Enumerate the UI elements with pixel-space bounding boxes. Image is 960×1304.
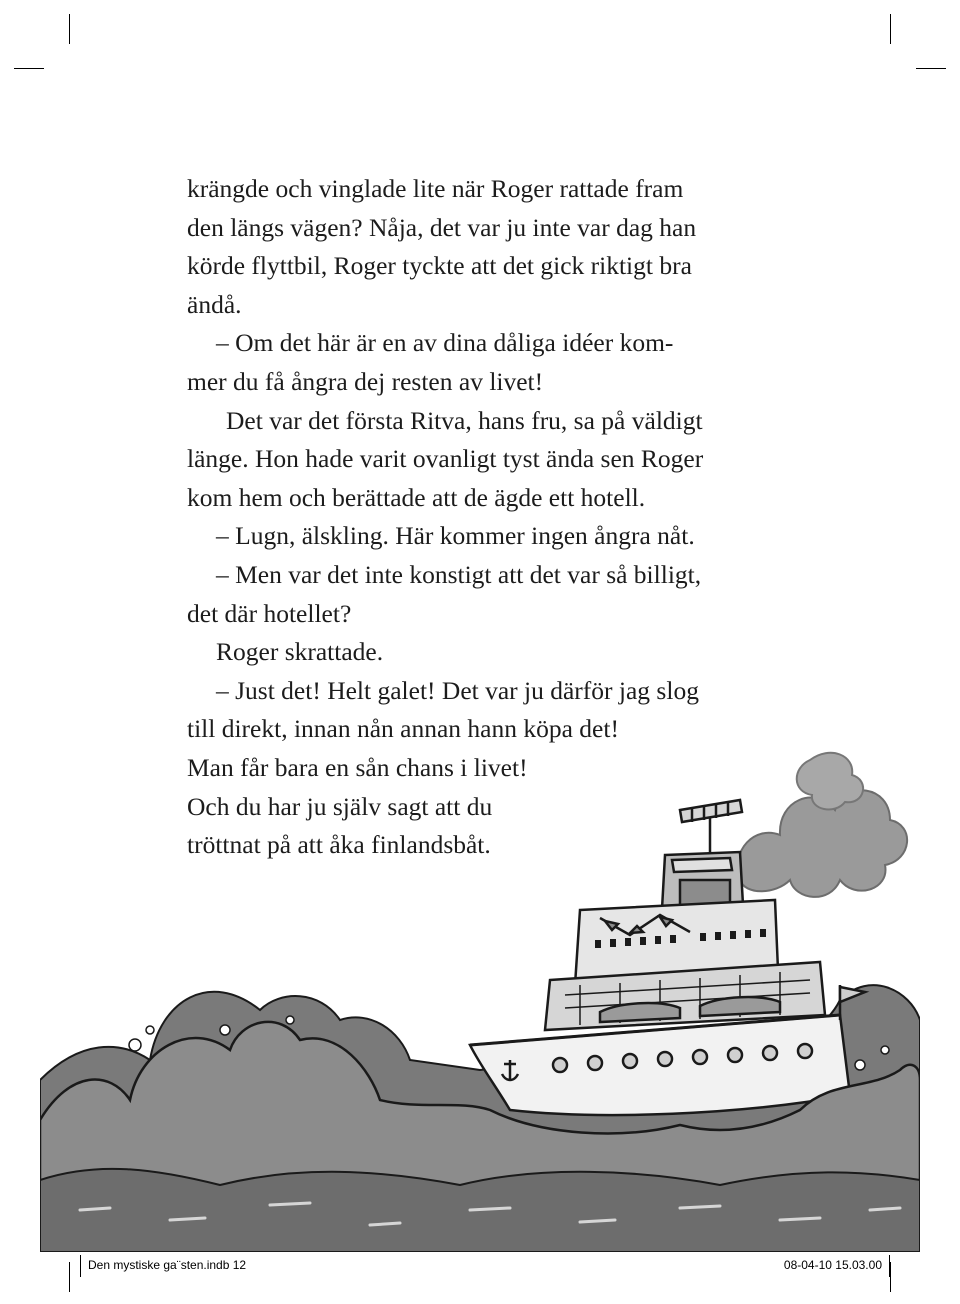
text-line: ändå. xyxy=(187,289,242,319)
text-line: – Lugn, älskling. Här kommer ingen ångra nåt. xyxy=(216,521,695,551)
text-line: mer du få ångra dej resten av livet! xyxy=(187,366,544,396)
smoke xyxy=(738,753,907,897)
slug-timestamp: 08-04-10 15.03.00 xyxy=(783,1258,882,1272)
text-line: – Just det! Helt galet! Det var ju därför jag slog xyxy=(216,675,699,705)
crop-mark-top-right-v xyxy=(890,14,891,44)
text-line: det där hotellet? xyxy=(187,598,352,628)
slug-filename: Den mystiske ga¨sten.indb 12 xyxy=(88,1258,247,1272)
text-line: till direkt, innan nån annan hann köpa det! xyxy=(187,714,619,744)
text-line: – Om det här är en av dina dåliga idéer kom- xyxy=(216,328,674,358)
text-line: kom hem och berättade att de ägde ett hotell. xyxy=(187,482,646,512)
text-line: – Men var det inte konstigt att det var så billigt, xyxy=(216,559,702,589)
text-line: Roger skrattade. xyxy=(216,637,384,667)
text-line: krängde och vinglade lite när Roger rattade fram xyxy=(187,174,684,203)
text-line: Det var det första Ritva, hans fru, sa på väldigt xyxy=(226,405,703,435)
crop-mark-top-left-v xyxy=(69,14,70,44)
ship-illustration xyxy=(40,740,920,1252)
text-line: länge. Hon hade varit ovanligt tyst ända sen Roger xyxy=(187,444,704,474)
crop-mark-top-left-h xyxy=(14,68,44,69)
crop-mark-bottom-left-v xyxy=(69,1262,70,1292)
text-line: Och du har ju själv sagt att du xyxy=(187,791,493,821)
crop-mark-bottom-right-v xyxy=(890,1262,891,1292)
text-line: tröttnat på att åka finlandsbåt. xyxy=(187,830,491,860)
text-line: Man får bara en sån chans i livet! xyxy=(187,752,528,782)
slug-divider-left xyxy=(80,1255,81,1277)
printer-slug xyxy=(80,1255,890,1277)
text-line: den längs vägen? Nåja, det var ju inte var dag han xyxy=(187,212,697,242)
slug-divider-right xyxy=(889,1255,890,1277)
crop-mark-top-right-h xyxy=(916,68,946,69)
text-line: körde flyttbil, Roger tyckte att det gick riktigt bra xyxy=(187,251,692,281)
